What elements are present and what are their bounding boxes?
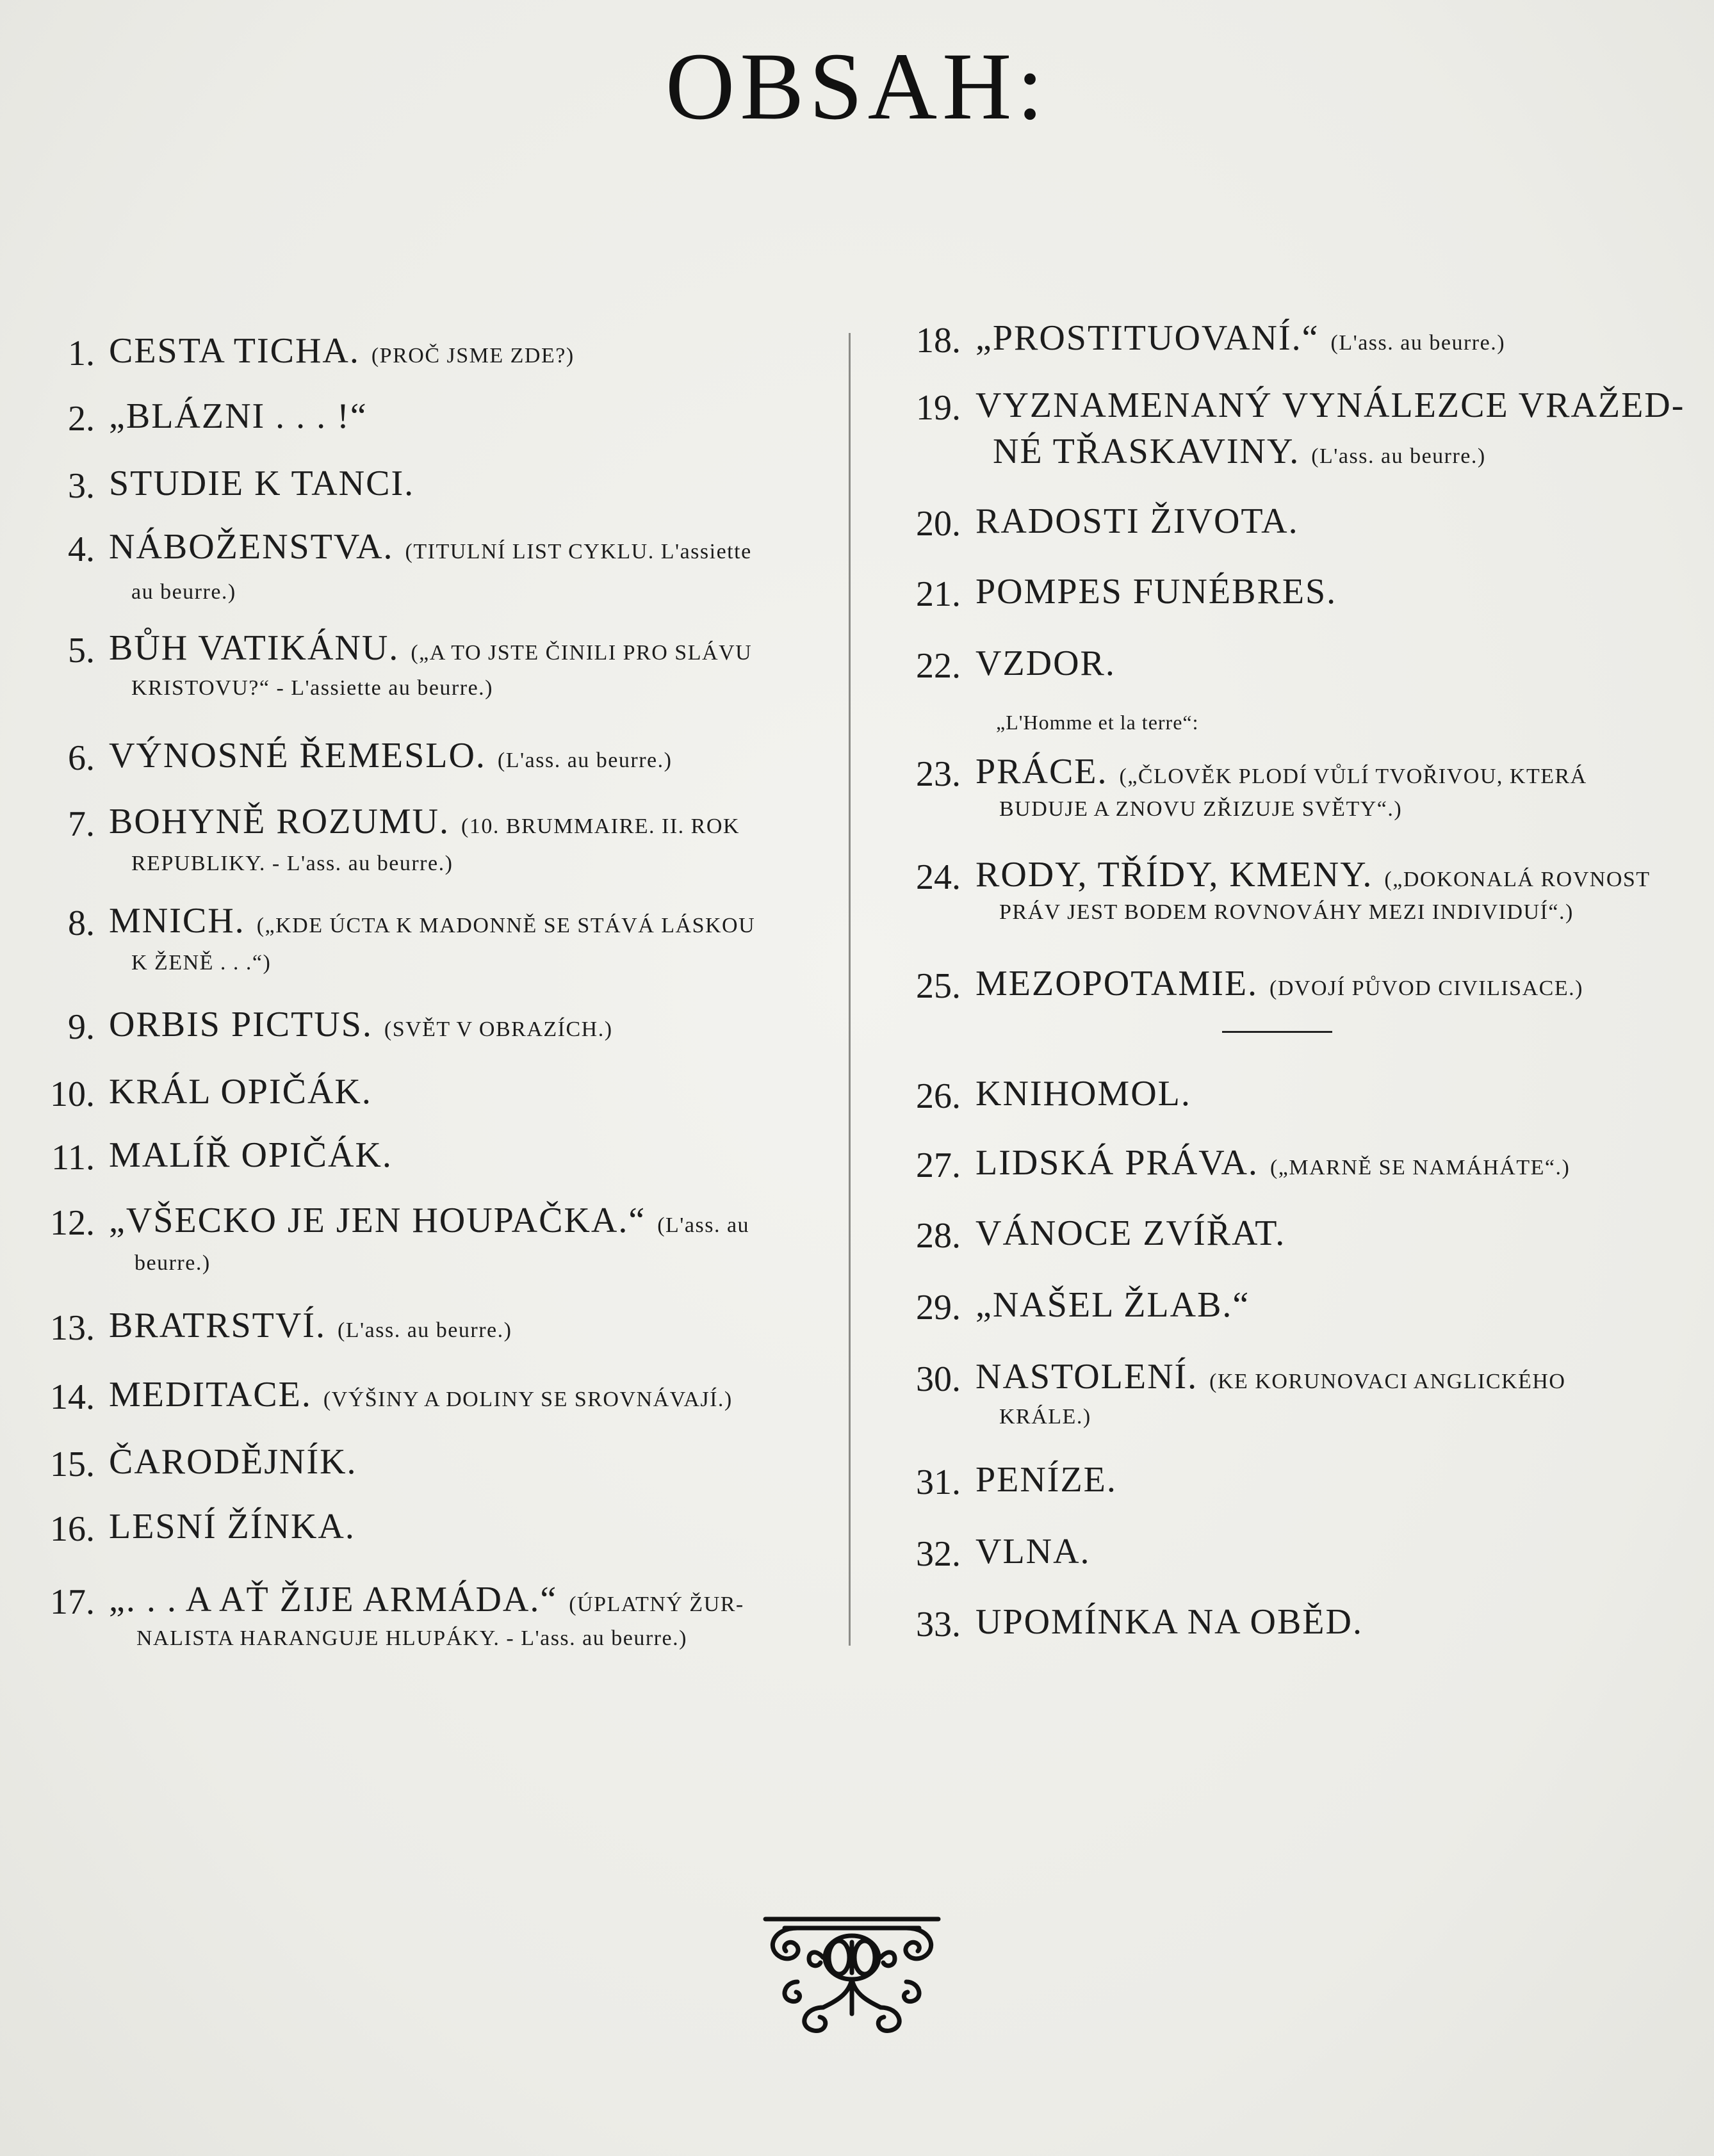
entry-title: MEZOPOTAMIE. xyxy=(975,964,1259,1003)
entry-note-continued: beurre.) xyxy=(135,1251,211,1275)
entry-title: ORBIS PICTUS. xyxy=(109,1005,373,1044)
entry-title: „PROSTITUOVANÍ.“ xyxy=(975,318,1319,358)
entry-title: VÁNOCE ZVÍŘAT. xyxy=(975,1213,1286,1253)
entry-number: 1. xyxy=(68,334,95,373)
entry-note-continued: BUDUJE A ZNOVU ZŘIZUJE SVĚTY“.) xyxy=(999,797,1403,821)
entry-note: (VÝŠINY A DOLINY SE SROVNÁVAJÍ.) xyxy=(323,1388,733,1411)
entry-title: NÁBOŽENSTVA. xyxy=(109,527,394,567)
entry-note: (L'ass. au beurre.) xyxy=(1311,444,1486,468)
entry-title: MEDITACE. xyxy=(109,1375,312,1414)
entry-number: 19. xyxy=(916,388,961,428)
page-title: OBSAH: xyxy=(665,33,1049,140)
entry-number: 20. xyxy=(916,504,961,544)
entry-number: 23. xyxy=(916,754,961,794)
entry-title: KNIHOMOL. xyxy=(975,1074,1191,1114)
entry-note: (L'ass. au beurre.) xyxy=(497,749,673,772)
entry-number: 9. xyxy=(68,1007,95,1047)
entry-note: (PROČ JSME ZDE?) xyxy=(371,344,575,368)
entry-number: 3. xyxy=(68,466,95,506)
entry-number: 8. xyxy=(68,904,95,943)
entry-title: PRÁCE. xyxy=(975,752,1108,791)
entry-number: 21. xyxy=(916,574,961,614)
entry-note: (ÚPLATNÝ ŽUR- xyxy=(569,1593,744,1616)
entry-title-continued: NÉ TŘASKAVINY. xyxy=(993,432,1300,471)
entry-number: 33. xyxy=(916,1605,961,1644)
entry-title: „VŠECKO JE JEN HOUPAČKA.“ xyxy=(109,1201,646,1240)
column-divider xyxy=(849,333,851,1646)
entry-number: 12. xyxy=(50,1203,95,1243)
entry-title: MALÍŘ OPIČÁK. xyxy=(109,1135,393,1175)
entry-number: 2. xyxy=(68,399,95,439)
entry-title: STUDIE K TANCI. xyxy=(109,464,415,503)
entry-note: (10. BRUMMAIRE. II. ROK xyxy=(461,815,740,838)
cycle-heading: „L'Homme et la terre“: xyxy=(996,711,1199,734)
entry-number: 17. xyxy=(50,1582,95,1622)
entry-title: VYZNAMENANÝ VYNÁLEZCE VRAŽED- xyxy=(975,385,1685,425)
entry-note-continued: REPUBLIKY. - L'ass. au beurre.) xyxy=(131,852,453,875)
entry-title: BRATRSTVÍ. xyxy=(109,1306,326,1345)
entry-number: 28. xyxy=(916,1216,961,1256)
entry-title: KRÁL OPIČÁK. xyxy=(109,1072,372,1112)
entry-number: 27. xyxy=(916,1146,961,1185)
entry-number: 32. xyxy=(916,1534,961,1574)
entry-note: (DVOJÍ PŮVOD CIVILISACE.) xyxy=(1269,977,1583,1000)
entry-title: NASTOLENÍ. xyxy=(975,1357,1198,1397)
entry-number: 15. xyxy=(50,1445,95,1484)
entry-note: (KE KORUNOVACI ANGLICKÉHO xyxy=(1209,1370,1566,1393)
entry-note: („DOKONALÁ ROVNOST xyxy=(1384,868,1651,891)
entry-title: „. . . A AŤ ŽIJE ARMÁDA.“ xyxy=(109,1580,558,1619)
entry-title: CESTA TICHA. xyxy=(109,331,360,371)
entry-number: 5. xyxy=(68,631,95,670)
entry-title: PENÍZE. xyxy=(975,1460,1117,1500)
entry-number: 6. xyxy=(68,738,95,778)
entry-title: VÝNOSNÉ ŘEMESLO. xyxy=(109,736,486,775)
entry-note: (SVĚT V OBRAZÍCH.) xyxy=(384,1017,613,1041)
entry-note: (L'ass. au xyxy=(657,1213,750,1237)
entry-note-continued: K ŽENĚ . . .“) xyxy=(131,951,272,975)
entry-title: „NAŠEL ŽLAB.“ xyxy=(975,1285,1250,1325)
entry-number: 4. xyxy=(68,530,95,569)
entry-note: („A TO JSTE ČINILI PRO SLÁVU xyxy=(411,641,753,665)
entry-title: LIDSKÁ PRÁVA. xyxy=(975,1143,1259,1183)
ornament-icon xyxy=(759,1911,945,2039)
entry-title: LESNÍ ŽÍNKA. xyxy=(109,1507,355,1546)
entry-note: („KDE ÚCTA K MADONNĚ SE STÁVÁ LÁSKOU xyxy=(256,914,756,937)
entry-title: VZDOR. xyxy=(975,644,1116,683)
entry-note: (L'ass. au beurre.) xyxy=(1330,331,1506,355)
entry-number: 7. xyxy=(68,804,95,844)
entry-note-continued: NALISTA HARANGUJE HLUPÁKY. - L'ass. au beurre.) xyxy=(136,1626,687,1650)
entry-number: 11. xyxy=(51,1138,95,1178)
entry-title: „BLÁZNI . . . !“ xyxy=(109,396,368,436)
entry-note: („MARNĚ SE NAMÁHÁTE“.) xyxy=(1269,1156,1571,1179)
entry-title: POMPES FUNÉBRES. xyxy=(975,572,1337,612)
entry-number: 18. xyxy=(916,321,961,361)
entry-number: 14. xyxy=(50,1377,95,1417)
entry-title: BOHYNĚ ROZUMU. xyxy=(109,802,450,841)
entry-title: VLNA. xyxy=(975,1532,1091,1571)
entry-note: (L'ass. au beurre.) xyxy=(337,1318,512,1342)
entry-note-continued: KRISTOVU?“ - L'assiette au beurre.) xyxy=(131,676,493,700)
entry-number: 24. xyxy=(916,857,961,897)
entry-note-continued: au beurre.) xyxy=(131,580,236,604)
entry-title: BŮH VATIKÁNU. xyxy=(109,628,400,668)
entry-number: 25. xyxy=(916,966,961,1006)
entry-number: 22. xyxy=(916,646,961,686)
entry-note-continued: PRÁV JEST BODEM ROVNOVÁHY MEZI INDIVIDUÍ“.) xyxy=(999,900,1574,924)
entry-number: 26. xyxy=(916,1076,961,1116)
entry-title: RADOSTI ŽIVOTA. xyxy=(975,501,1299,541)
entry-title: ČARODĚJNÍK. xyxy=(109,1442,357,1482)
entry-number: 31. xyxy=(916,1463,961,1502)
section-rule xyxy=(1222,1031,1332,1033)
entry-title: MNICH. xyxy=(109,901,245,941)
entry-number: 29. xyxy=(916,1288,961,1327)
entry-number: 10. xyxy=(50,1074,95,1114)
entry-number: 16. xyxy=(50,1509,95,1549)
entry-title: UPOMÍNKA NA OBĚD. xyxy=(975,1602,1363,1642)
entry-note-continued: KRÁLE.) xyxy=(999,1405,1091,1429)
entry-note: (TITULNÍ LIST CYKLU. L'assiette xyxy=(405,540,752,563)
entry-number: 30. xyxy=(916,1359,961,1399)
entry-number: 13. xyxy=(50,1308,95,1348)
entry-title: RODY, TŘÍDY, KMENY. xyxy=(975,855,1373,895)
entry-note: („ČLOVĚK PLODÍ VŮLÍ TVOŘIVOU, KTERÁ xyxy=(1119,765,1587,788)
